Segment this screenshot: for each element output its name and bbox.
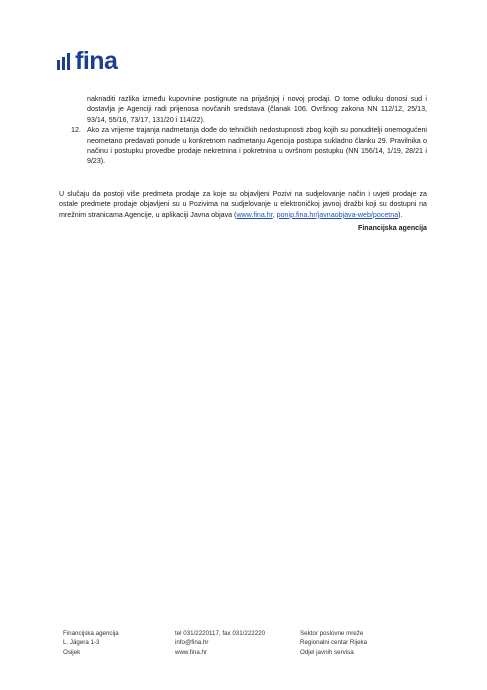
- footer-column-department: [300, 629, 367, 657]
- closing-text-before: U slučaju da postoji više predmeta prodaje za koje su objavljeni Pozivi na sudjelovanje način i uvjeti prodaje za ostale predmete prodaje objavljeni su u Pozivima na sudjelovanje u elektroničkoj javnoj dražbi koji su dostupni na mrežnim stranicama Agencije, u aplikaciji Javna objava (: [59, 189, 427, 219]
- list-item-number: 12.: [71, 126, 81, 135]
- footer-city: Osijek: [63, 648, 81, 656]
- fina-logo: [57, 49, 117, 74]
- list-item-12: [71, 125, 427, 167]
- footer-phone-fax: tel 031/2220117, fax 031/222220: [175, 630, 266, 637]
- footer-column-address: [63, 629, 119, 657]
- javna-objava-link[interactable]: ponip.fina.hr/javnaobjava-web/pocetna: [276, 210, 399, 219]
- footer-regional-center: Regionalni centar Rijeka: [300, 639, 368, 647]
- footer-department: Odjel javnih servisa: [300, 648, 354, 656]
- link-separator: ,: [272, 210, 277, 219]
- closing-paragraph: [59, 189, 427, 220]
- footer-website: www.fina.hr: [175, 648, 207, 656]
- footer-column-contact: [175, 629, 265, 657]
- footer-email: info@fina.hr: [175, 639, 209, 647]
- footer-company-name: Financijska agencija: [63, 630, 119, 637]
- logo-bars-icon: [57, 53, 70, 70]
- closing-text-after: ).: [398, 210, 403, 219]
- continuation-paragraph: naknaditi razlika između kupovnine postignute na prijašnjoj i novoj prodaji. O tome odluku donosi sud i dostavlja je Agenciji radi prijenosa novčanih sredstava (članak 106. Ovršnog zakona NN 112/12, 25/13, 93/14, 55/16, 73/17, 131/20 i 114/22).: [87, 95, 427, 124]
- signature: Financijska agencija: [358, 224, 427, 233]
- list-item-text: Ako za vrijeme trajanja nadmetanja dođe do tehničkih nedostupnosti zbog kojih su ponuditelji onemogućeni neometano predavati ponude u konkretnom nadmetanju Agencija postupa sukladno članku 29. Pravilnika o načinu i postupku provedbe prodaje nekretnina i pokretnina u ovršnom postupku (NN 156/14, 1/19, 28/21 i 9/23).: [87, 126, 427, 166]
- footer-street: L. Jägera 1-3: [63, 639, 100, 647]
- footer-sector: Sektor poslovne mreže: [300, 630, 364, 637]
- logo-text: fina: [75, 47, 118, 75]
- document-body: [59, 94, 427, 233]
- fina-website-link[interactable]: www.fina.hr: [236, 210, 273, 219]
